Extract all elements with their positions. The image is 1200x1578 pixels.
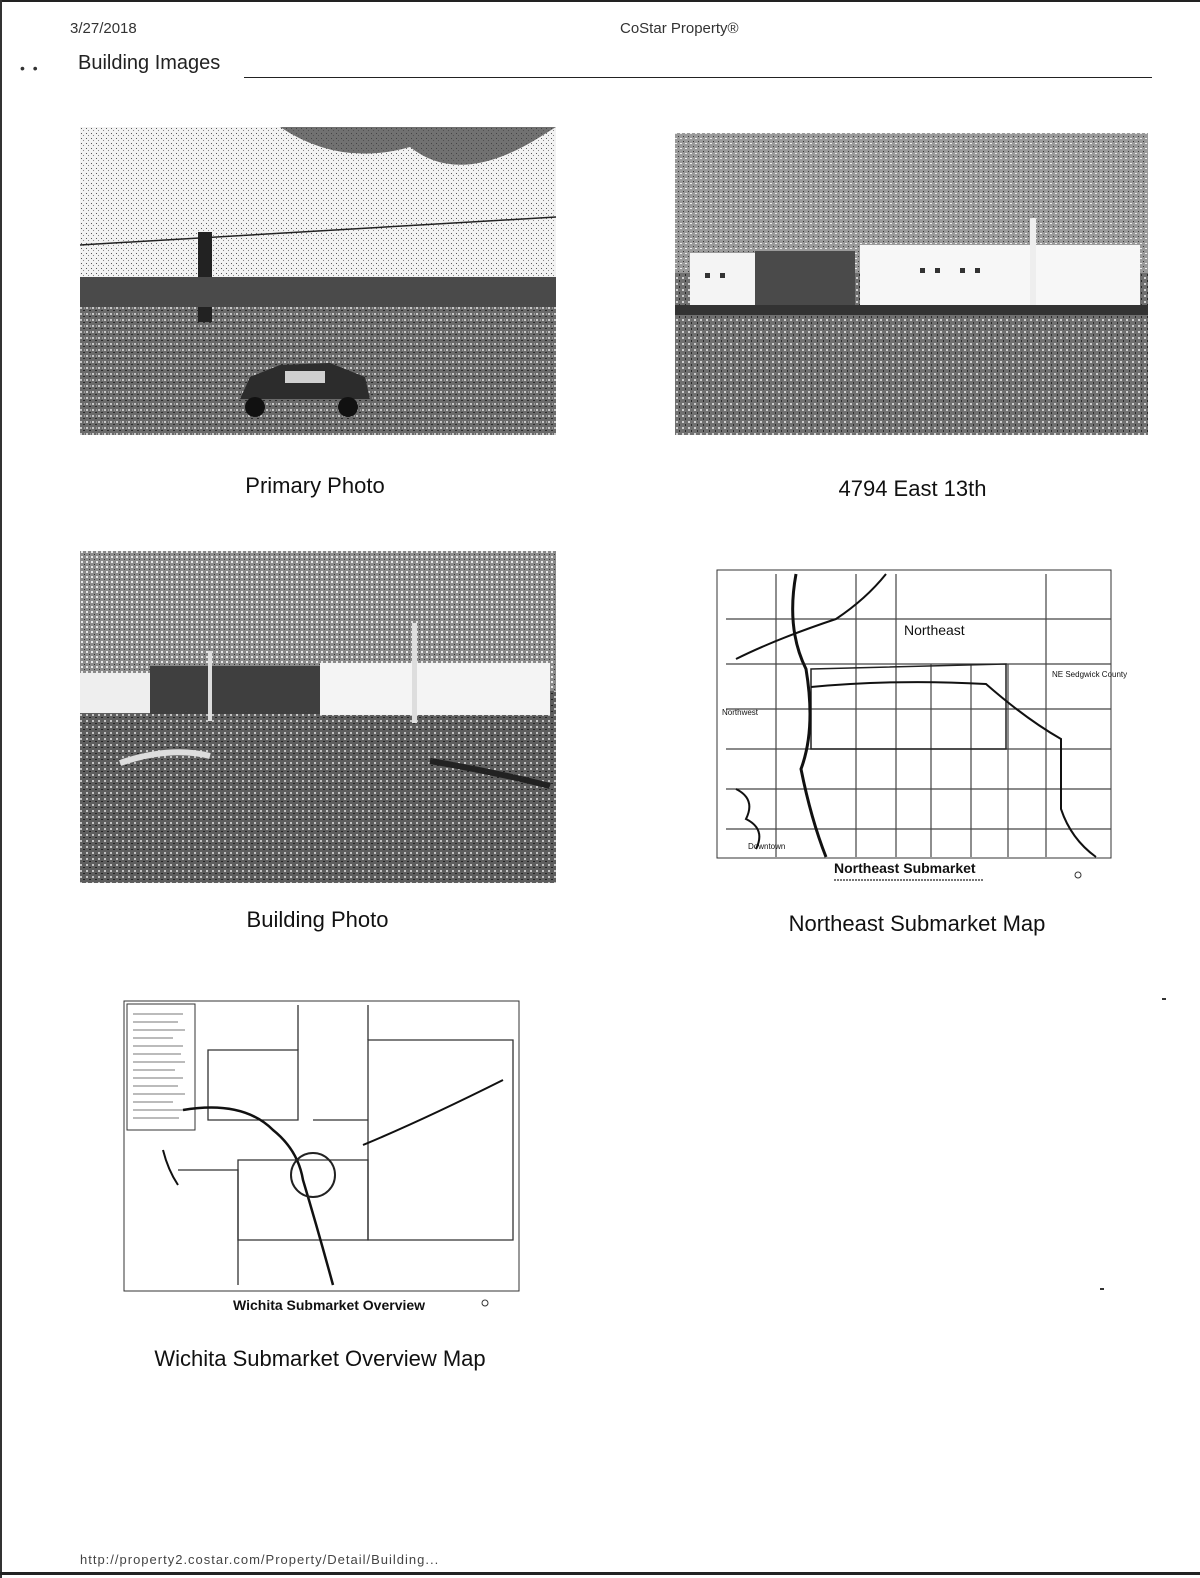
- northeast-map-caption: Northeast Submarket Map: [788, 911, 1046, 936]
- print-brand: CoStar Property®: [620, 20, 739, 37]
- photo-icon: [80, 127, 556, 435]
- building-photo-caption: Building Photo: [246, 907, 389, 932]
- page-bottom-edge: [0, 1572, 1200, 1575]
- section-title: Building Images: [78, 52, 221, 74]
- section-bullet-icon: • •: [20, 60, 40, 76]
- map-downtown-label: Downtown: [748, 842, 786, 851]
- scan-speck: [1162, 998, 1166, 1000]
- map-title: Northeast Submarket: [834, 860, 976, 876]
- building-photo: [80, 551, 556, 883]
- northeast-submarket-map: [716, 569, 1128, 885]
- map-northwest-label: Northwest: [722, 708, 759, 717]
- print-date: 3/27/2018: [70, 20, 137, 37]
- map-icon: [123, 1000, 520, 1318]
- east-13th-photo: [675, 133, 1148, 435]
- page-top-edge: [0, 0, 1200, 8]
- page-left-edge: [0, 0, 2, 1578]
- map-county-label: NE Sedgwick County: [1052, 670, 1128, 679]
- wichita-map-title: Wichita Submarket Overview: [233, 1297, 426, 1313]
- map-icon: [716, 569, 1128, 885]
- photo-icon: [675, 133, 1148, 435]
- primary-photo: [80, 127, 556, 435]
- map-region-label: Northeast: [904, 622, 965, 638]
- wichita-map-caption: Wichita Submarket Overview Map: [154, 1346, 486, 1371]
- wichita-overview-map: [123, 1000, 520, 1318]
- footer-url: http://property2.costar.com/Property/Detail/Building...: [80, 1552, 440, 1567]
- scan-speck: [1100, 1288, 1104, 1290]
- primary-photo-caption: Primary Photo: [245, 473, 385, 498]
- photo-icon: [80, 551, 556, 883]
- section-divider: [244, 77, 1152, 78]
- east-13th-caption: 4794 East 13th: [838, 476, 987, 501]
